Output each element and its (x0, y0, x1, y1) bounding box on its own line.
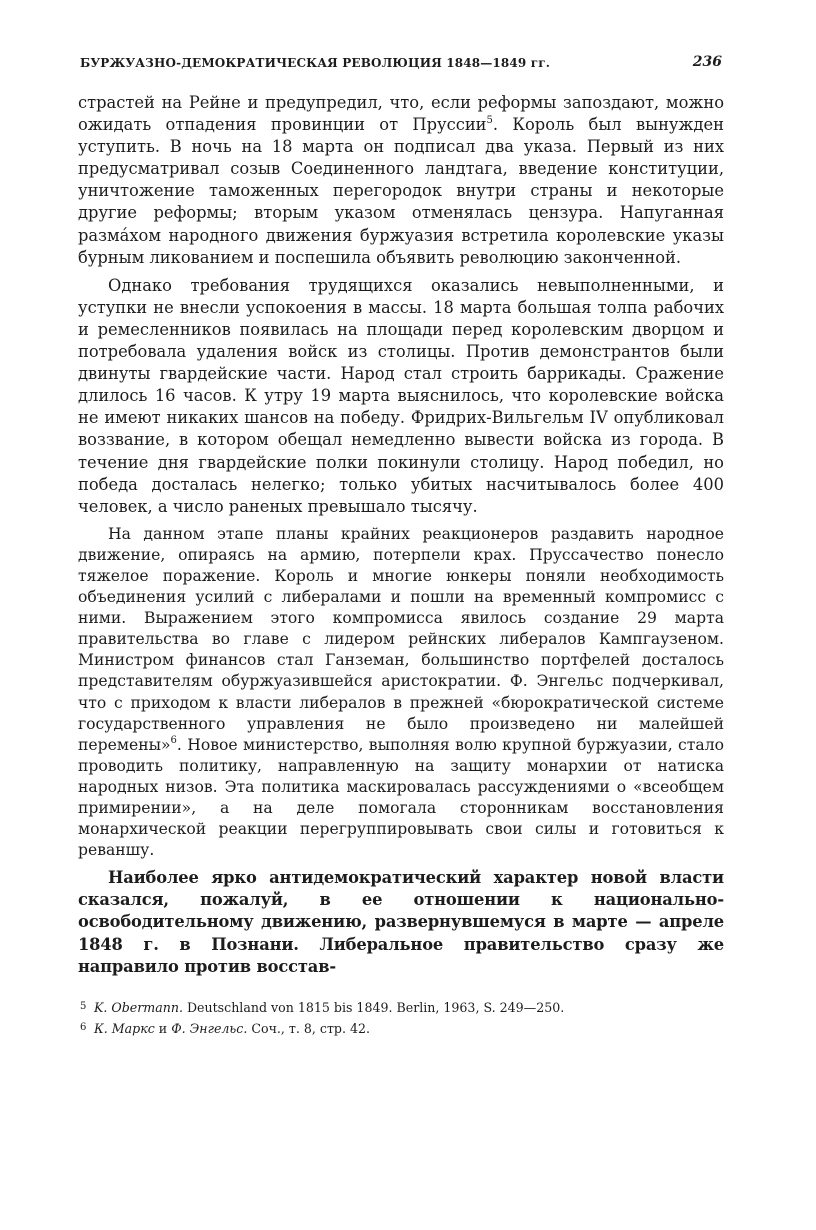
footnotes (78, 998, 724, 1040)
running-header (78, 52, 724, 80)
text-run: . Король был вынужден уступить. В ночь на 18 марта он подписал два указа. Первый из них предусматривал созыв Соединенного ландтага, введение конституции, уничтожение таможенных перегородок внутри страны и некоторые другие реформы; вторым указом отменялась цензура. Напуганная размáхом народного движения буржуазия встретила королевские указы бурным ликованием и поспешила объявить революцию законченной. (78, 115, 724, 267)
text-run: страстей на Рейне и предупредил, что, если реформы запоздают, можно ожидать отпадения провинции от Пруссии (78, 93, 724, 135)
footnote-author-2: Ф. Энгельс. (171, 1020, 248, 1036)
text-run: . Новое министерство, выполняя волю крупной буржуазии, стало проводить политику, направленную на защиту монархии от натиска народных низов. Эта политика маскировалась рассуждениями о «всеобщем примирении», а на деле помогала сторонникам восстановления монархической реакции перегруппировывать свои силы и готовиться к реваншу. (78, 735, 724, 860)
footnote-citation: Deutschland von 1815 bis 1849. Berlin, 1963, S. 249—250. (182, 999, 565, 1015)
paragraph-3 (78, 524, 724, 862)
running-title: БУРЖУАЗНО-ДЕМОКРАТИЧЕСКАЯ РЕВОЛЮЦИЯ 1848—1849 гг. (80, 56, 551, 70)
footnote-author: К. Маркс (94, 1020, 155, 1036)
paragraph-1 (78, 92, 724, 269)
footnote-ref-5: 5 (486, 114, 493, 126)
book-page (78, 52, 724, 1040)
footnote-connector: и (154, 1020, 172, 1036)
text-run: Однако требования трудящихся оказались невыполненными, и уступки не внесли успокоения в массы. 18 марта большая толпа рабочих и ремесленников появилась на площади перед королевским дворцом и потребовала удаления войск из столицы. Против демонстрантов были двинуты гвардейские части. Народ стал строить баррикады. Сражение длилось 16 часов. К утру 19 марта выяснилось, что королевские войска не имеют никаких шансов на победу. Фридрих-Вильгельм IV опубликовал воззвание, в котором обещал немедленно вывести войска из города. В течение дня гвардейские полки покинули столицу. Народ победил, но победа досталась нелегко; только убитых насчитывалось более 400 человек, а число раненых превышало тысячу. (78, 275, 724, 516)
text-run: На данном этапе планы крайних реакционеров раздавить народное движение, опираясь на армию, потерпели крах. Пруссачество понесло тяжелое поражение. Король и многие юнкеры поняли необходимость объединения усилий с либералами и пошли на временный компромисс с ними. Выражением этого компромисса явилось создание 29 марта правительства во главе с лидером рейнских либералов Кампгаузеном. Министром финансов стал Ганземан, большинство портфелей досталось представителям обуржуазившейся аристократии. Ф. Энгельс подчеркивал, что с приходом к власти либералов в прежней «бюрократической системе государственного управления не было произведено ни малейшей перемены» (78, 524, 724, 754)
footnote-5 (80, 998, 724, 1019)
text-run: Наиболее ярко антидемократический характер новой власти сказался, пожалуй, в ее отношении к национально-освободительному движению, развернувшемуся в марте — апреле 1848 г. в Познани. Либеральное правительство сразу же направило против восстав- (78, 868, 724, 976)
paragraph-2 (78, 275, 724, 518)
footnote-text (94, 1019, 370, 1038)
footnote-mark: 5 (80, 1000, 87, 1012)
footnote-mark: 6 (80, 1021, 87, 1033)
main-text (78, 92, 724, 978)
footnote-author: K. Obermann. (94, 999, 183, 1015)
footnote-text (94, 998, 564, 1017)
footnote-citation: Соч., т. 8, стр. 42. (247, 1020, 371, 1036)
footnote-ref-6: 6 (170, 734, 177, 746)
paragraph-4 (78, 867, 724, 977)
page-number: 236 (692, 54, 722, 70)
footnote-6 (80, 1019, 724, 1040)
